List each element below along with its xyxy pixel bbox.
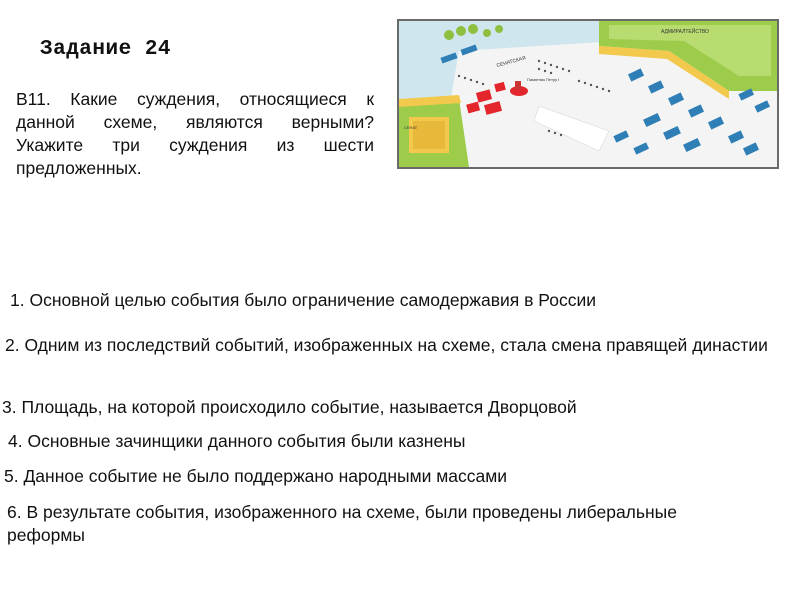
decembrist-scheme-image xyxy=(397,19,779,169)
square-label: СЕНАТСКАЯ xyxy=(495,55,527,69)
answer-option-3: 3. Площадь, на которой происходило событие, называется Дворцовой xyxy=(2,397,577,417)
task-title: Задание 24 xyxy=(40,38,172,61)
question-text: В11. Какие суждения, относящиеся к данной схеме, являются верными? Укажите три суждения из шести предложенных. xyxy=(16,89,374,178)
answer-option-1: 1. Основной целью события было ограничение самодержавия в России xyxy=(10,290,596,310)
senate-building xyxy=(399,95,469,167)
answer-option-6: 6. В результате события, изображенного на схеме, были проведены либеральные реформы xyxy=(7,502,677,545)
admiralty-label: АДМИРАЛТЕЙСТВО xyxy=(661,29,709,35)
answer-option-5: 5. Данное событие не было поддержано народными массами xyxy=(4,466,508,486)
answer-option-4: 4. Основные зачинщики данного события были казнены xyxy=(8,431,466,451)
senate-label: СЕНАТ xyxy=(404,125,418,130)
answer-option-2: 2. Одним из последствий событий, изображенных на схеме, стала смена правящей династии xyxy=(5,335,768,355)
monument-label: Памятник Петру I xyxy=(527,77,560,82)
